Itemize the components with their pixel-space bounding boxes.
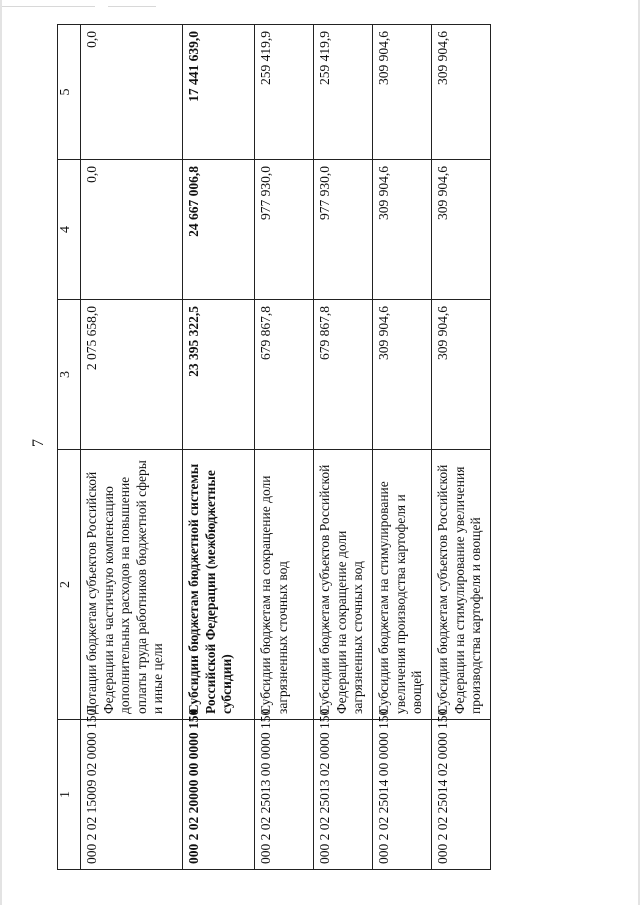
table-row <box>432 25 491 870</box>
amount-col3: 23 395 322,5 <box>183 300 255 450</box>
amount-col5: 259 419,9 <box>314 25 373 160</box>
table-row <box>183 25 255 870</box>
column-header: 4 <box>58 160 81 300</box>
amount-col3: 679 867,8 <box>255 300 314 450</box>
amount-col5: 309 904,6 <box>432 25 491 160</box>
budget-code: 000 2 02 25014 00 0000 150 <box>373 720 432 870</box>
item-name: Дотации бюджетам субъектов Российской Федерации на частичную компенсацию дополнительных расходов на повышение оплаты труда работников бюджетной сферы и иные цели <box>81 450 183 720</box>
amount-col5: 309 904,6 <box>373 25 432 160</box>
item-name: Субсидии бюджетам субъектов Российской Федерации на стимулирование увеличения производства картофеля и овощей <box>432 450 491 720</box>
page-number: 7 <box>30 439 47 447</box>
column-header: 5 <box>58 25 81 160</box>
item-name: Субсидии бюджетам на сокращение доли загрязненных сточных вод <box>255 450 314 720</box>
amount-col4: 309 904,6 <box>432 160 491 300</box>
item-name: Субсидии бюджетам субъектов Российской Федерации на сокращение доли загрязненных сточных вод <box>314 450 373 720</box>
table-row <box>255 25 314 870</box>
amount-col5: 259 419,9 <box>255 25 314 160</box>
amount-col5: 17 441 639,0 <box>183 25 255 160</box>
amount-col3: 2 075 658,0 <box>81 300 183 450</box>
budget-code: 000 2 02 20000 00 0000 150 <box>183 720 255 870</box>
column-header: 3 <box>58 300 81 450</box>
budget-code: 000 2 02 25013 02 0000 150 <box>314 720 373 870</box>
amount-col4: 977 930,0 <box>255 160 314 300</box>
amount-col4: 977 930,0 <box>314 160 373 300</box>
item-name: Субсидии бюджетам на стимулирование увеличения производства картофеля и овощей <box>373 450 432 720</box>
amount-col4: 0,0 <box>81 160 183 300</box>
column-header: 2 <box>58 450 81 720</box>
column-header: 1 <box>58 720 81 870</box>
budget-code: 000 2 02 15009 02 0000 150 <box>81 720 183 870</box>
header-row <box>58 25 81 870</box>
amount-col3: 679 867,8 <box>314 300 373 450</box>
budget-code: 000 2 02 25013 00 0000 150 <box>255 720 314 870</box>
amount-col3: 309 904,6 <box>432 300 491 450</box>
table-row <box>81 25 183 870</box>
budget-code: 000 2 02 25014 02 0000 150 <box>432 720 491 870</box>
item-name: Субсидии бюджетам бюджетной системы Российской Федерации (межбюджетные субсидии) <box>183 450 255 720</box>
table-row <box>314 25 373 870</box>
budget-table <box>57 24 491 870</box>
amount-col3: 309 904,6 <box>373 300 432 450</box>
amount-col4: 309 904,6 <box>373 160 432 300</box>
amount-col4: 24 667 006,8 <box>183 160 255 300</box>
amount-col5: 0,0 <box>81 25 183 160</box>
table-row <box>373 25 432 870</box>
